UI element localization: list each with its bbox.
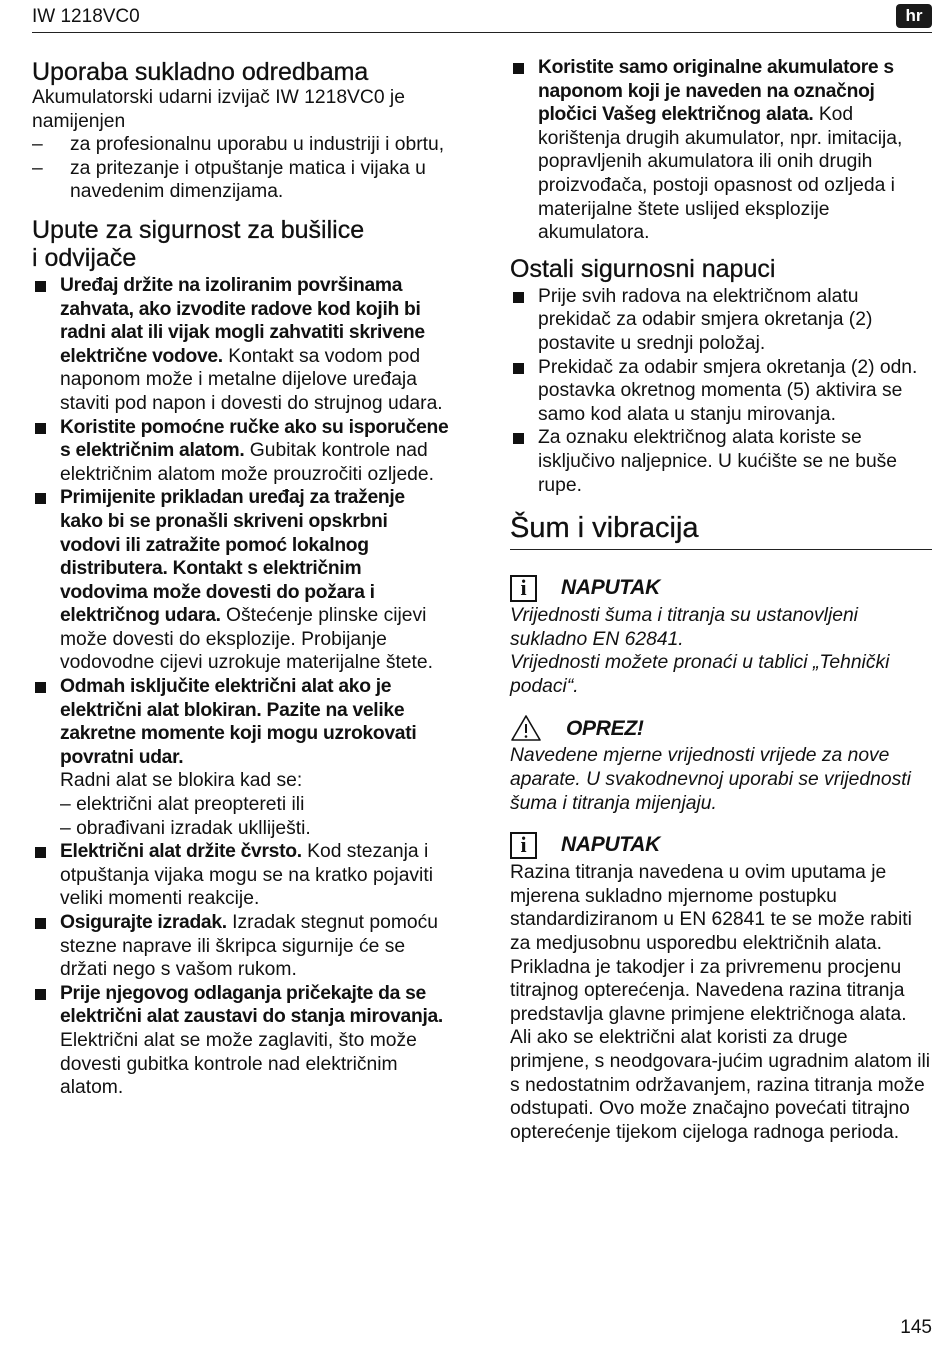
left-column <box>32 56 452 1100</box>
bullet-text: Kod korištenja drugih akumulator, npr. imitacija, popravljenih akumulatora ili onih drugih proizvođača, postoji opasnost od ozljeda i materijalne štete uslijed eksplozije akumulatora. <box>538 104 903 244</box>
other-bullet: Prije svih radova na električnom alatu prekidač za odabir smjera okretanja (2) postavite u srednji položaj. <box>510 285 932 356</box>
other-bullet: Za oznaku električnog alata koriste se isključivo naljepnice. U kućište se ne buše rupe. <box>510 426 932 497</box>
bullet-text: Oštećenje plinske cijevi može dovesti do eksplozije. Probijanje vodovodne cijevi uzrokuje materijalne štete. <box>60 605 433 674</box>
safety-heading <box>32 216 452 272</box>
right-column <box>510 56 932 1144</box>
bullet-bold: Prije njegovog odlaganja pričekajte da se električni alat zaustavi do stanja mirovanja. <box>60 982 443 1028</box>
info-icon: i <box>510 575 537 602</box>
bullet-bold: Odmah isključite električni alat ako je električni alat blokiran. Pazite na velike zakretne momente koji mogu uzrokovati povratni udar. <box>60 676 417 768</box>
safety-heading-line2: i odvijače <box>32 243 137 272</box>
note-title: NAPUTAK <box>561 576 661 600</box>
bullet-text: Gubitak kontrole nad električnim alatom može prouzročiti ozljede. <box>60 440 434 485</box>
noise-heading: Šum i vibracija <box>510 511 932 550</box>
warning-text: Navedene mjerne vrijednosti vrijede za nove aparate. U svakodnevnoj uporabi se vrijednosti šuma i titranja mijenjaju. <box>510 745 911 814</box>
page-header <box>32 4 932 33</box>
safety-bullet <box>32 486 452 675</box>
note-text: Vrijednosti možete pronaći u tablici „Tehnički podaci“. <box>510 652 890 697</box>
warning-triangle-icon <box>510 714 542 742</box>
info-icon: i <box>510 832 537 859</box>
bullet-text: Električni alat se može zaglaviti, što može dovesti gubitka kontrole nad električnim alatom. <box>60 1029 417 1099</box>
language-badge: hr <box>896 4 932 28</box>
bullet-bold: Osigurajte izradak. <box>60 912 227 933</box>
safety-bullet <box>32 675 452 840</box>
bullet-bold: Uređaj držite na izoliranim površinama zahvata, ako izvodite radove kod kojih bi radni alat ili vijak mogli zahvatiti skrivene električne vodove. <box>60 274 425 367</box>
safety-heading-line1: Upute za sigurnost za bušilice <box>32 215 365 244</box>
note-text: Vrijednosti šuma i titranja su ustanovljeni sukladno EN 62841. <box>510 605 858 650</box>
warning-header <box>510 712 932 744</box>
other-safety-heading: Ostali sigurnosni napuci <box>510 254 776 283</box>
note-title: NAPUTAK <box>561 833 661 857</box>
safety-bullet <box>32 911 452 982</box>
bullet-text: Kod stezanja i otpuštanja vijaka mogu se na kratko pojaviti veliki momenti reakcije. <box>60 841 433 910</box>
usage-intro: Akumulatorski udarni izvijač IW 1218VC0 je namijenjen <box>32 87 405 132</box>
page-number: 145 <box>900 1317 932 1338</box>
battery-bullet <box>510 56 932 245</box>
bullet-bold: Primijenite prikladan uređaj za traženje kako bi se pronašli skriveni opskrbni vodovi ili zatražite pomoć lokalnog distributera. Kontakt s električnim vodovima može dovesti do požara i električnog udara. <box>60 487 405 627</box>
warning-title: OPREZ! <box>566 716 644 740</box>
safety-bullet <box>32 416 452 487</box>
usage-item: – za profesionalnu uporabu u industriji i obrtu, <box>32 133 452 157</box>
bullet-text: Kontakt sa vodom pod naponom može i metalne dijelove uređaja staviti pod napon i dovesti do strujnog udara. <box>60 345 443 414</box>
safety-bullet <box>32 840 452 911</box>
other-bullet: Prekidač za odabir smjera okretanja (2) odn. postavka okretnog momenta (5) aktivira se samo kod alata u stanju mirovanja. <box>510 356 932 427</box>
note-header <box>510 572 932 604</box>
safety-bullet <box>32 982 452 1100</box>
bullet-text: Izradak stegnut pomoću stezne naprave ili škripca sigurnije će se držati nego s vašom rukom. <box>60 912 438 981</box>
model-label: IW 1218VC0 <box>32 6 140 27</box>
bullet-bold: Koristite pomoćne ručke ako su isporučene s električnim alatom. <box>60 416 449 462</box>
usage-item: – za pritezanje i otpuštanje matica i vijaka u navedenim dimenzijama. <box>32 157 452 204</box>
block-item: – obrađivani izradak uklliješti. <box>60 817 311 839</box>
usage-heading: Uporaba sukladno odredbama <box>32 58 369 86</box>
bullet-bold: Električni alat držite čvrsto. <box>60 841 302 863</box>
note-body: Razina titranja navedena u ovim uputama je mjerena sukladno mjernome postupku standardiziranom u EN 62841 te se može rabiti za medjusobnu usporedbu električnih alata. Prikladna je takodjer i za privremenu procjenu titrajnog opterećenja. Navedena razina titranja predstavlja glavne primjene električnoga alata. Ali ako se električni alat koristi za druge primjene, s neodgovara-jućim ugradnim alatom ili s nedostatnim održavanjem, razina titranja može odstupati. Ovo može značajno povećati titrajno opterećenje tijekom cijeloga radnoga perioda. <box>510 862 931 1143</box>
safety-bullet <box>32 274 452 416</box>
bullet-bold: Koristite samo originalne akumulatore s naponom koji je naveden na označnoj pločici Vašeg električnog alata. <box>538 57 894 126</box>
note-header <box>510 829 932 861</box>
block-item: – električni alat preoptereti ili <box>60 794 305 816</box>
block-intro: Radni alat se blokira kad se: <box>60 770 303 792</box>
